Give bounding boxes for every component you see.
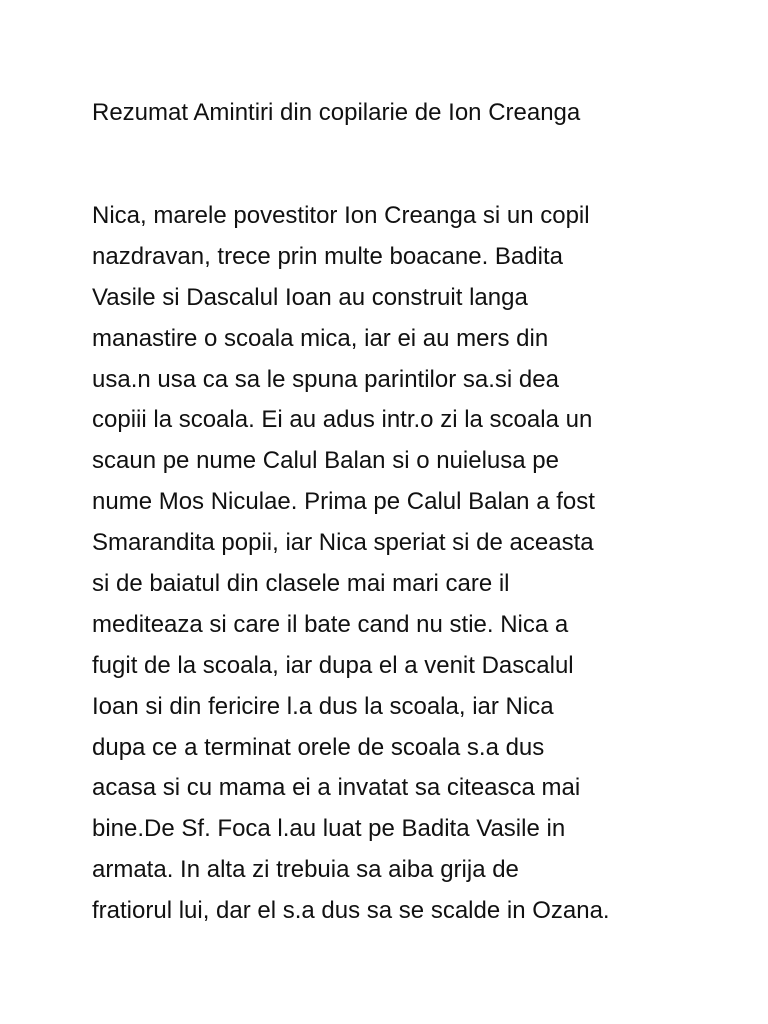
body-line: dupa ce a terminat orele de scoala s.a dus <box>92 733 545 761</box>
body-line: mediteaza si care il bate cand nu stie. Nica a <box>92 610 569 638</box>
body-line: fugit de la scoala, iar dupa el a venit Dascalul <box>92 651 574 679</box>
body-line: nazdravan, trece prin multe boacane. Badita <box>92 242 563 270</box>
body-line: manastire o scoala mica, iar ei au mers din <box>92 324 549 352</box>
body-line: armata. In alta zi trebuia sa aiba grija de <box>92 856 519 884</box>
body-line: si de baiatul din clasele mai mari care il <box>92 570 510 598</box>
body-line: Smarandita popii, iar Nica speriat si de aceasta <box>92 529 594 557</box>
body-line: fratiorul lui, dar el s.a dus sa se scalde in Ozana. <box>92 897 610 925</box>
body-line: Nica, marele povestitor Ion Creanga si un copil <box>92 202 590 229</box>
body-line: acasa si cu mama ei a invatat sa citeasca mai <box>92 774 581 802</box>
document-body <box>92 196 752 932</box>
body-line: bine.De Sf. Foca l.au luat pe Badita Vasile in <box>92 815 566 843</box>
body-line: Ioan si din fericire l.a dus la scoala, iar Nica <box>92 692 554 720</box>
body-line: nume Mos Niculae. Prima pe Calul Balan a fost <box>92 488 595 516</box>
body-line: copiii la scoala. Ei au adus intr.o zi la scoala un <box>92 406 593 434</box>
document-title: Rezumat Amintiri din copilarie de Ion Creanga <box>92 99 581 126</box>
body-line: scaun pe nume Calul Balan si o nuielusa pe <box>92 447 559 475</box>
body-line: Vasile si Dascalul Ioan au construit langa <box>92 283 528 311</box>
body-line: usa.n usa ca sa le spuna parintilor sa.si dea <box>92 365 559 393</box>
